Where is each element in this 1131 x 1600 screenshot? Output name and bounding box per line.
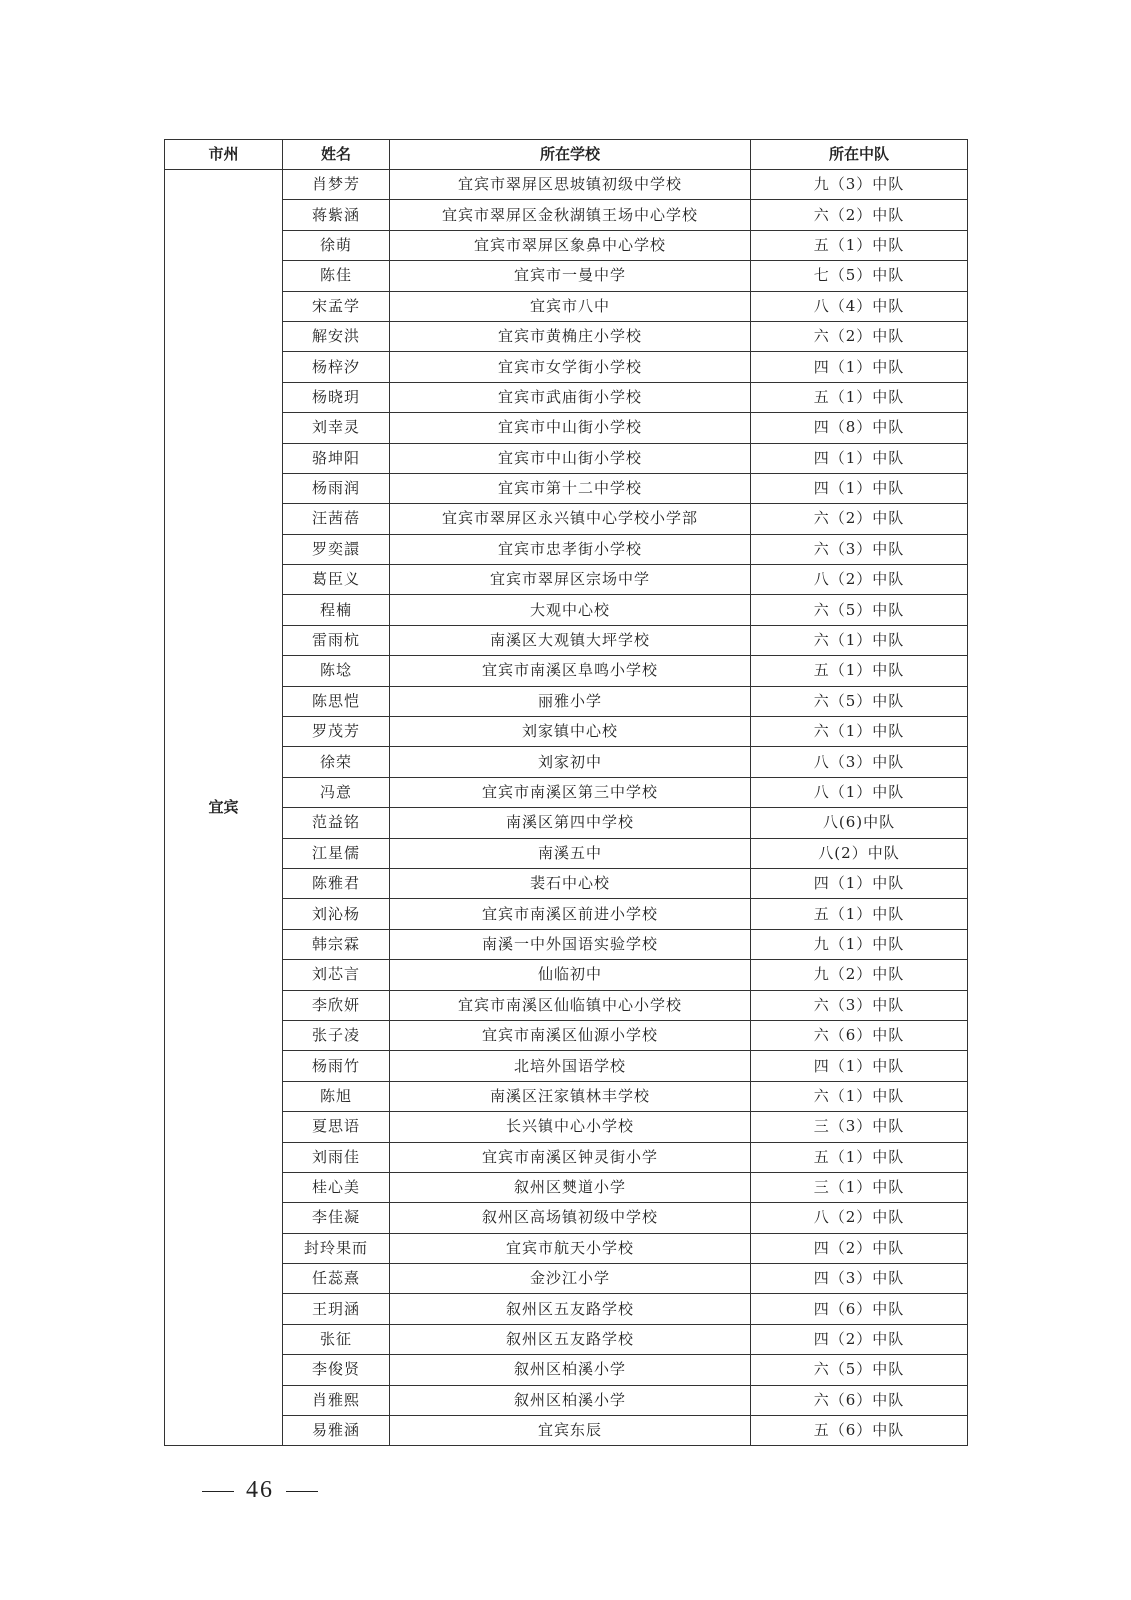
- table-row: [165, 1264, 968, 1294]
- squad-cell: 六（1）中队: [751, 717, 968, 747]
- squad-cell: 六（1）中队: [751, 625, 968, 655]
- table-row: [165, 1112, 968, 1142]
- school-cell: 宜宾市女学街小学校: [390, 352, 751, 382]
- name-cell: 肖梦芳: [283, 170, 390, 200]
- school-cell: 仙临初中: [390, 960, 751, 990]
- header-squad: 所在中队: [751, 140, 968, 170]
- table-row: [165, 656, 968, 686]
- roster-body: [165, 170, 968, 1446]
- school-cell: 裴石中心校: [390, 868, 751, 898]
- name-cell: 刘沁杨: [283, 899, 390, 929]
- name-cell: 骆坤阳: [283, 443, 390, 473]
- squad-cell: 六（5）中队: [751, 686, 968, 716]
- name-cell: 陈佳: [283, 261, 390, 291]
- squad-cell: 七（5）中队: [751, 261, 968, 291]
- squad-cell: 四（2）中队: [751, 1233, 968, 1263]
- name-cell: 冯意: [283, 777, 390, 807]
- name-cell: 宋孟学: [283, 291, 390, 321]
- squad-cell: 八（2）中队: [751, 565, 968, 595]
- squad-cell: 五（1）中队: [751, 382, 968, 412]
- name-cell: 徐荣: [283, 747, 390, 777]
- name-cell: 罗奕譞: [283, 534, 390, 564]
- squad-cell: 四（1）中队: [751, 868, 968, 898]
- table-row: [165, 413, 968, 443]
- name-cell: 刘芯言: [283, 960, 390, 990]
- name-cell: 杨雨竹: [283, 1051, 390, 1081]
- squad-cell: 五（6）中队: [751, 1416, 968, 1446]
- table-row: [165, 1233, 968, 1263]
- squad-cell: 四（3）中队: [751, 1264, 968, 1294]
- school-cell: 宜宾市一曼中学: [390, 261, 751, 291]
- table-row: [165, 1051, 968, 1081]
- table-row: [165, 1203, 968, 1233]
- school-cell: 宜宾市南溪区仙临镇中心小学校: [390, 990, 751, 1020]
- table-row: [165, 200, 968, 230]
- header-school: 所在学校: [390, 140, 751, 170]
- table-row: [165, 747, 968, 777]
- name-cell: 陈埝: [283, 656, 390, 686]
- squad-cell: 八（1）中队: [751, 777, 968, 807]
- school-cell: 叙州区高场镇初级中学校: [390, 1203, 751, 1233]
- table-row: [165, 1081, 968, 1111]
- school-cell: 宜宾市南溪区仙源小学校: [390, 1020, 751, 1050]
- table-row: [165, 1172, 968, 1202]
- name-cell: 任蕊熹: [283, 1264, 390, 1294]
- school-cell: 南溪区汪家镇林丰学校: [390, 1081, 751, 1111]
- school-cell: 宜宾市中山街小学校: [390, 413, 751, 443]
- table-row: [165, 1416, 968, 1446]
- table-row: [165, 838, 968, 868]
- table-row: [165, 960, 968, 990]
- roster-table: [164, 139, 968, 1446]
- school-cell: 刘家初中: [390, 747, 751, 777]
- name-cell: 范益铭: [283, 808, 390, 838]
- school-cell: 宜宾市翠屏区象鼻中心学校: [390, 230, 751, 260]
- squad-cell: 四（6）中队: [751, 1294, 968, 1324]
- name-cell: 肖雅熙: [283, 1385, 390, 1415]
- table-row: [165, 473, 968, 503]
- table-row: [165, 534, 968, 564]
- school-cell: 宜宾市八中: [390, 291, 751, 321]
- squad-cell: 六（3）中队: [751, 990, 968, 1020]
- table-row: [165, 990, 968, 1020]
- name-cell: 刘幸灵: [283, 413, 390, 443]
- squad-cell: 六（1）中队: [751, 1081, 968, 1111]
- school-cell: 刘家镇中心校: [390, 717, 751, 747]
- name-cell: 张征: [283, 1324, 390, 1354]
- school-cell: 叙州区五友路学校: [390, 1294, 751, 1324]
- school-cell: 金沙江小学: [390, 1264, 751, 1294]
- squad-cell: 五（1）中队: [751, 1142, 968, 1172]
- squad-cell: 四（8）中队: [751, 413, 968, 443]
- school-cell: 叙州区柏溪小学: [390, 1385, 751, 1415]
- school-cell: 宜宾市翠屏区思坡镇初级中学校: [390, 170, 751, 200]
- school-cell: 叙州区僰道小学: [390, 1172, 751, 1202]
- squad-cell: 三（3）中队: [751, 1112, 968, 1142]
- school-cell: 宜宾市翠屏区金秋湖镇王场中心学校: [390, 200, 751, 230]
- header-city: 市州: [165, 140, 283, 170]
- table-row: [165, 686, 968, 716]
- name-cell: 陈旭: [283, 1081, 390, 1111]
- name-cell: 汪茜蓓: [283, 504, 390, 534]
- school-cell: 宜宾市航天小学校: [390, 1233, 751, 1263]
- school-cell: 宜宾市南溪区钟灵街小学: [390, 1142, 751, 1172]
- squad-cell: 八（2）中队: [751, 1203, 968, 1233]
- name-cell: 封玲果而: [283, 1233, 390, 1263]
- squad-cell: 四（1）中队: [751, 473, 968, 503]
- table-row: [165, 1142, 968, 1172]
- table-row: [165, 261, 968, 291]
- table-row: [165, 868, 968, 898]
- table-row: [165, 352, 968, 382]
- squad-cell: 六（6）中队: [751, 1385, 968, 1415]
- school-cell: 宜宾市黄桷庄小学校: [390, 321, 751, 351]
- school-cell: 宜宾市忠孝街小学校: [390, 534, 751, 564]
- name-cell: 张子凌: [283, 1020, 390, 1050]
- squad-cell: 六（3）中队: [751, 534, 968, 564]
- squad-cell: 五（1）中队: [751, 656, 968, 686]
- city-cell: 宜宾: [165, 170, 283, 1446]
- squad-cell: 六（2）中队: [751, 321, 968, 351]
- school-cell: 宜宾市南溪区阜鸣小学校: [390, 656, 751, 686]
- school-cell: 叙州区柏溪小学: [390, 1355, 751, 1385]
- school-cell: 南溪五中: [390, 838, 751, 868]
- school-cell: 南溪区大观镇大坪学校: [390, 625, 751, 655]
- school-cell: 南溪区第四中学校: [390, 808, 751, 838]
- header-row: [165, 140, 968, 170]
- squad-cell: 六（5）中队: [751, 595, 968, 625]
- table-row: [165, 321, 968, 351]
- table-row: [165, 170, 968, 200]
- squad-cell: 六（2）中队: [751, 504, 968, 534]
- name-cell: 刘雨佳: [283, 1142, 390, 1172]
- name-cell: 雷雨杭: [283, 625, 390, 655]
- footer-dash-left: [202, 1491, 234, 1492]
- squad-cell: 八(2）中队: [751, 838, 968, 868]
- squad-cell: 五（1）中队: [751, 230, 968, 260]
- squad-cell: 六（6）中队: [751, 1020, 968, 1050]
- table-row: [165, 382, 968, 412]
- squad-cell: 九（2）中队: [751, 960, 968, 990]
- table-row: [165, 1385, 968, 1415]
- name-cell: 李俊贤: [283, 1355, 390, 1385]
- table-row: [165, 565, 968, 595]
- name-cell: 杨晓玥: [283, 382, 390, 412]
- school-cell: 长兴镇中心小学校: [390, 1112, 751, 1142]
- table-row: [165, 777, 968, 807]
- name-cell: 蒋紫涵: [283, 200, 390, 230]
- name-cell: 罗茂芳: [283, 717, 390, 747]
- header-name: 姓名: [283, 140, 390, 170]
- school-cell: 南溪一中外国语实验学校: [390, 929, 751, 959]
- school-cell: 丽雅小学: [390, 686, 751, 716]
- squad-cell: 四（1）中队: [751, 443, 968, 473]
- squad-cell: 八（4）中队: [751, 291, 968, 321]
- table-row: [165, 443, 968, 473]
- table-row: [165, 625, 968, 655]
- squad-cell: 四（2）中队: [751, 1324, 968, 1354]
- school-cell: 宜宾市武庙街小学校: [390, 382, 751, 412]
- school-cell: 宜宾市翠屏区永兴镇中心学校小学部: [390, 504, 751, 534]
- school-cell: 北培外国语学校: [390, 1051, 751, 1081]
- name-cell: 桂心美: [283, 1172, 390, 1202]
- page-number: 46: [246, 1477, 274, 1503]
- name-cell: 李佳凝: [283, 1203, 390, 1233]
- school-cell: 宜宾市翠屏区宗场中学: [390, 565, 751, 595]
- school-cell: 宜宾市南溪区前进小学校: [390, 899, 751, 929]
- name-cell: 陈雅君: [283, 868, 390, 898]
- squad-cell: 六（5）中队: [751, 1355, 968, 1385]
- table-row: [165, 899, 968, 929]
- school-cell: 宜宾市中山街小学校: [390, 443, 751, 473]
- name-cell: 王玥涵: [283, 1294, 390, 1324]
- table-row: [165, 717, 968, 747]
- table-row: [165, 1355, 968, 1385]
- name-cell: 程楠: [283, 595, 390, 625]
- squad-cell: 三（1）中队: [751, 1172, 968, 1202]
- name-cell: 杨梓汐: [283, 352, 390, 382]
- school-cell: 叙州区五友路学校: [390, 1324, 751, 1354]
- table-row: [165, 230, 968, 260]
- table-row: [165, 1020, 968, 1050]
- squad-cell: 八(6)中队: [751, 808, 968, 838]
- squad-cell: 九（3）中队: [751, 170, 968, 200]
- table-row: [165, 1324, 968, 1354]
- squad-cell: 六（2）中队: [751, 200, 968, 230]
- school-cell: 宜宾东辰: [390, 1416, 751, 1446]
- squad-cell: 五（1）中队: [751, 899, 968, 929]
- name-cell: 夏思语: [283, 1112, 390, 1142]
- page-footer: [190, 1477, 330, 1504]
- name-cell: 杨雨润: [283, 473, 390, 503]
- name-cell: 韩宗霖: [283, 929, 390, 959]
- name-cell: 陈思恺: [283, 686, 390, 716]
- squad-cell: 四（1）中队: [751, 352, 968, 382]
- name-cell: 李欣妍: [283, 990, 390, 1020]
- table-row: [165, 808, 968, 838]
- name-cell: 徐萌: [283, 230, 390, 260]
- name-cell: 解安洪: [283, 321, 390, 351]
- name-cell: 葛臣义: [283, 565, 390, 595]
- school-cell: 宜宾市第十二中学校: [390, 473, 751, 503]
- school-cell: 大观中心校: [390, 595, 751, 625]
- table-row: [165, 1294, 968, 1324]
- squad-cell: 四（1）中队: [751, 1051, 968, 1081]
- squad-cell: 九（1）中队: [751, 929, 968, 959]
- table-row: [165, 291, 968, 321]
- school-cell: 宜宾市南溪区第三中学校: [390, 777, 751, 807]
- name-cell: 江星儒: [283, 838, 390, 868]
- name-cell: 易雅涵: [283, 1416, 390, 1446]
- table-row: [165, 929, 968, 959]
- table-row: [165, 504, 968, 534]
- squad-cell: 八（3）中队: [751, 747, 968, 777]
- footer-dash-right: [286, 1491, 318, 1492]
- table-row: [165, 595, 968, 625]
